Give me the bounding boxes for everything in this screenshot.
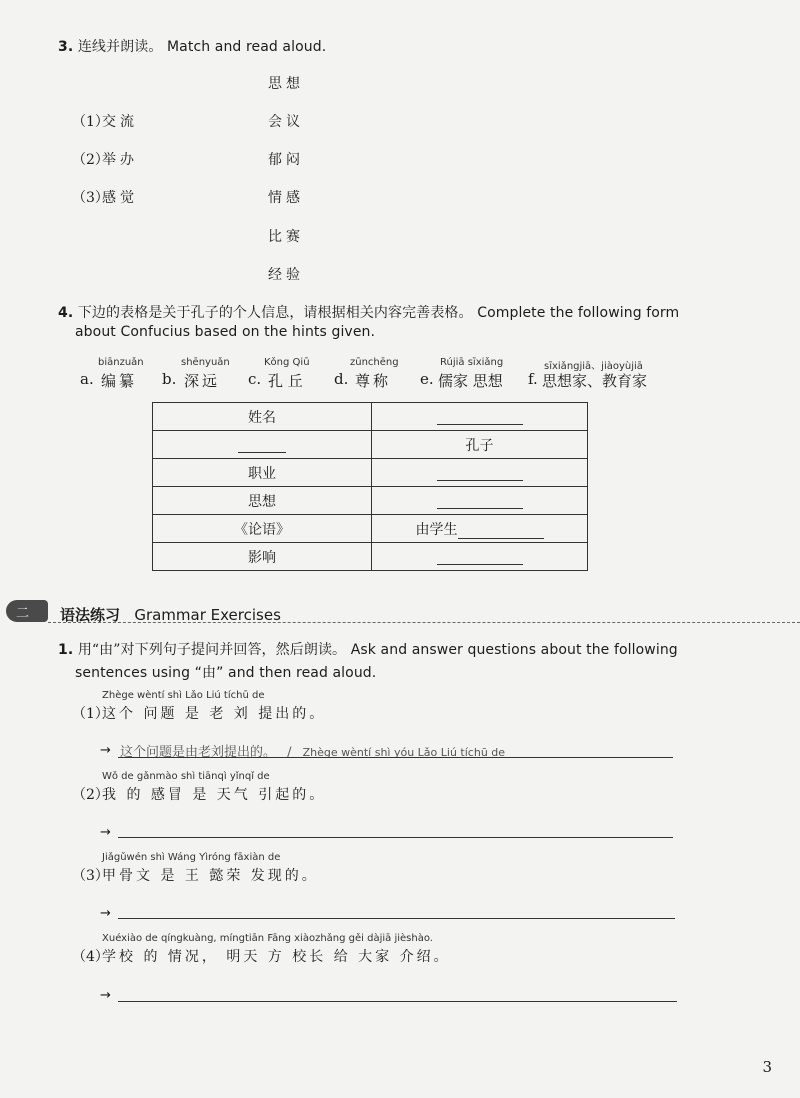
option-pinyin: sīxiǎngjiā、jiàoyùjiā — [544, 361, 643, 372]
sentence-text: 这个 问题 是 老 刘 提出的。 — [102, 706, 327, 722]
form-label-cell: 思想 — [153, 487, 372, 515]
option-letter: e. — [420, 370, 434, 388]
arrow-icon: → — [100, 825, 111, 840]
exercise-title-en: Match and read aloud. — [167, 39, 327, 55]
sentence-label: （4） — [72, 949, 109, 965]
form-value-cell: 孔子 — [372, 431, 588, 459]
exercise-title-cn: 用“由”对下列句子提问并回答，然后朗读。 — [77, 642, 347, 658]
option-hanzi: 尊称 — [355, 372, 392, 390]
match-right-word: 情感 — [268, 190, 304, 206]
table-row — [153, 543, 588, 571]
option-letter: d. — [334, 370, 349, 388]
exercise-title-cn: 下边的表格是关于孔子的个人信息，请根据相关内容完善表格。 — [77, 305, 473, 321]
section-badge-number: 二 — [16, 606, 30, 621]
answer-line[interactable] — [118, 757, 673, 758]
exercise-4-heading-cont: about Confucius based on the hints given. — [75, 324, 376, 340]
sentence-text: 甲骨文 是 王 懿荣 发现的。 — [102, 868, 319, 884]
form-label-cell[interactable] — [153, 431, 372, 459]
option-pinyin: shēnyuǎn — [181, 357, 230, 368]
grammar-1-heading — [58, 639, 678, 659]
exercise-number: 4. — [58, 305, 74, 321]
sentence-label: （1） — [72, 706, 109, 722]
option-pinyin: Kǒng Qiū — [264, 357, 310, 368]
table-row — [153, 459, 588, 487]
form-answer-cell[interactable] — [372, 543, 588, 571]
match-left-word: 交流 — [102, 114, 138, 130]
sentence-text: 我 的 感冒 是 天气 引起的。 — [102, 787, 327, 803]
option-hanzi: 深远 — [184, 372, 221, 390]
form-answer-cell[interactable] — [372, 403, 588, 431]
option-pinyin: biānzuǎn — [98, 357, 144, 368]
option-letter: a. — [80, 370, 94, 388]
option-hanzi: 儒家 思想 — [438, 372, 503, 390]
grammar-1-heading-cont: sentences using “由” and then read aloud. — [75, 665, 377, 681]
form-label-cell: 姓名 — [153, 403, 372, 431]
match-right-word: 会议 — [268, 114, 304, 130]
match-left-word: 举办 — [102, 152, 138, 168]
form-label-cell: 影响 — [153, 543, 372, 571]
answer-line[interactable] — [118, 837, 673, 838]
option-pinyin: Rújiā sīxiǎng — [440, 357, 504, 368]
sentence-text: 学校 的 情况， 明天 方 校长 给 大家 介绍。 — [102, 949, 451, 965]
option-pinyin: zūnchēng — [350, 357, 399, 368]
form-label-cell: 职业 — [153, 459, 372, 487]
sentence-pinyin: Zhège wèntí shì Lǎo Liú tíchū de — [102, 690, 265, 701]
sentence-label: （2） — [72, 787, 109, 803]
form-answer-cell[interactable] — [372, 515, 588, 543]
arrow-icon: → — [100, 988, 111, 1003]
confucius-form — [152, 402, 588, 571]
match-right-word: 思想 — [268, 76, 304, 92]
exercise-title-en: Ask and answer questions about the following — [350, 642, 678, 658]
sentence-label: （3） — [72, 868, 109, 884]
answer-hanzi: 这个问题是由老刘提出的。 — [120, 745, 277, 760]
arrow-icon: → — [100, 906, 111, 921]
match-left-label: （1） — [72, 114, 109, 130]
sentence-pinyin: Jiǎgǔwén shì Wáng Yìróng fāxiàn de — [102, 852, 281, 863]
match-right-word: 比赛 — [268, 229, 304, 245]
sentence-pinyin: Xuéxiào de qíngkuàng, míngtiān Fāng xiàozhǎng gěi dàjiā jièshào. — [102, 933, 433, 944]
match-right-word: 经验 — [268, 267, 304, 283]
answer-line[interactable] — [118, 1001, 677, 1002]
option-hanzi: 孔 丘 — [268, 372, 303, 390]
exercise-title-cn: 连线并朗读。 — [77, 39, 163, 55]
form-value-text: 由学生 — [415, 521, 458, 538]
table-row — [153, 403, 588, 431]
page-number: 3 — [762, 1058, 772, 1076]
arrow-icon: → — [100, 743, 111, 758]
option-letter: c. — [248, 370, 262, 388]
sentence-pinyin: Wǒ de gǎnmào shì tiānqì yǐnqǐ de — [102, 771, 270, 782]
option-hanzi: 编纂 — [101, 372, 138, 390]
table-row — [153, 431, 588, 459]
section-title-en: Grammar Exercises — [134, 606, 281, 624]
match-right-word: 郁闷 — [268, 152, 304, 168]
answer-pinyin: Zhège wèntí shì yóu Lǎo Liú tíchū de — [302, 746, 506, 759]
answer-line[interactable] — [118, 918, 675, 919]
section-title-cn: 语法练习 — [60, 606, 121, 624]
option-hanzi: 思想家、教育家 — [542, 372, 648, 390]
form-answer-cell[interactable] — [372, 459, 588, 487]
exercise-number: 3. — [58, 39, 74, 55]
match-left-label: （2） — [72, 152, 109, 168]
section-badge — [6, 600, 48, 622]
option-letter: b. — [162, 370, 177, 388]
answer-separator: / — [287, 745, 292, 760]
form-answer-cell[interactable] — [372, 487, 588, 515]
option-letter: f. — [528, 370, 538, 388]
exercise-4-heading — [58, 302, 679, 322]
exercise-3-heading — [58, 36, 326, 56]
exercise-title-en: Complete the following form — [477, 305, 680, 321]
table-row — [153, 515, 588, 543]
exercise-number: 1. — [58, 642, 74, 658]
match-left-word: 感觉 — [102, 190, 138, 206]
match-left-label: （3） — [72, 190, 109, 206]
section-divider — [48, 622, 800, 623]
form-label-cell: 《论语》 — [153, 515, 372, 543]
table-row — [153, 487, 588, 515]
